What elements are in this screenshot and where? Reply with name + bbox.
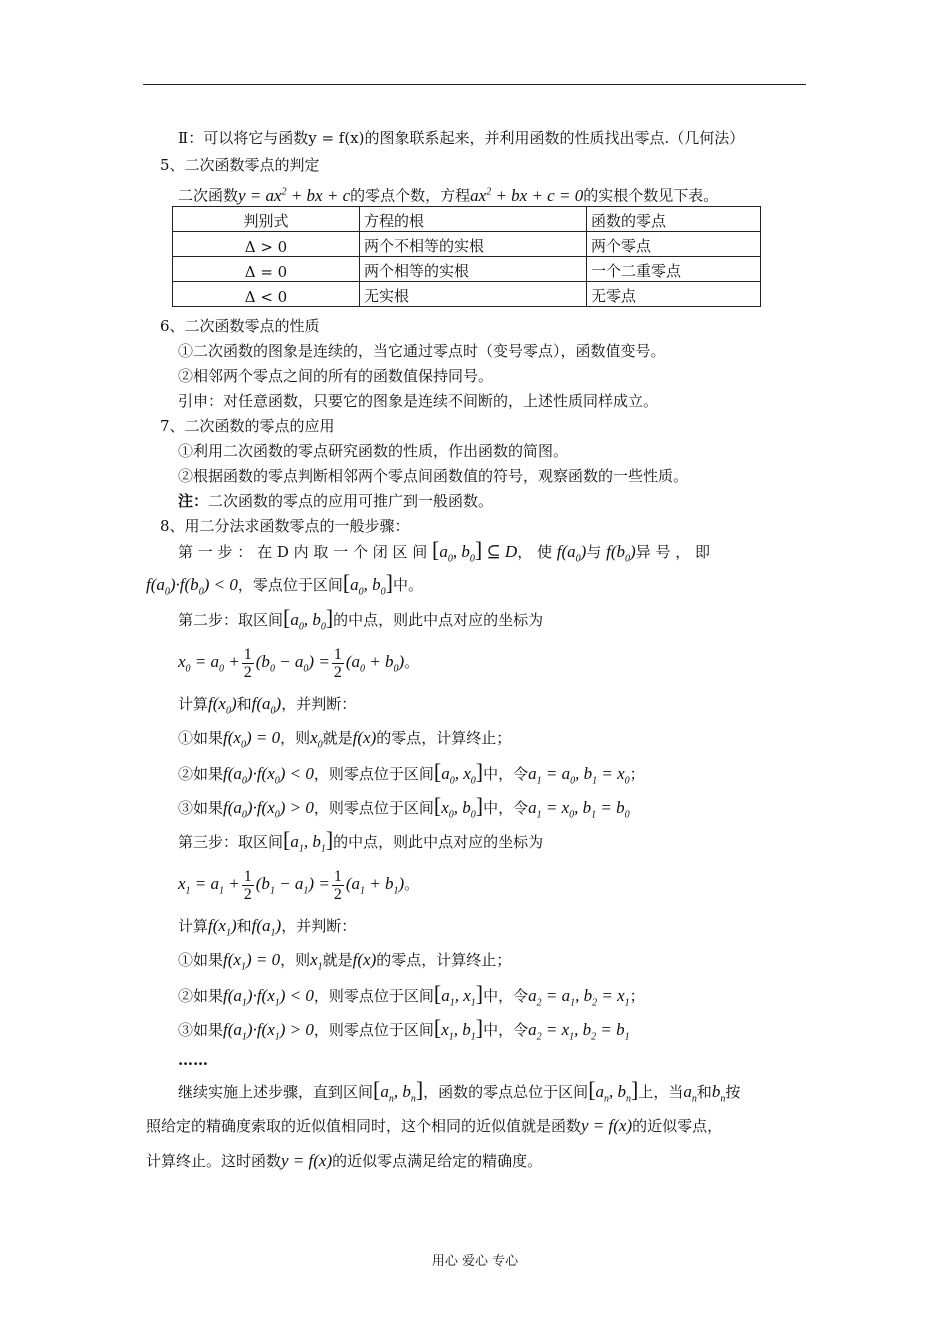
section-6-heading: 6、二次函数零点的性质 [160,317,320,335]
case2-line-1: ②如果$f(a_1)\cdot f(x_1) < 0$，则零点位于区间[$a_1$, $x_1$]中，令$a_2 = a_1$, $b_2 = x_1$； [178,981,645,1009]
quadratic-function-formula: $y = ax^2$ + bx + c [238,185,351,205]
ellipsis: …… [178,1051,208,1069]
section-7-p1: ①利用二次函数的零点研究函数的性质，作出函数的简图。 [178,442,569,460]
calc-line-1: 计算$f(x_1)$和$f(a_1)$，并判断： [178,916,357,939]
table-cell: Δ < 0 [173,282,360,307]
step1-line2: $f(a_0)\cdot f(b_0) < 0$，零点位于区间[$a_0$, $b_0$]中。 [146,570,424,598]
midpoint-formula-1: $x_1 = a_1$ + $\frac{1}{2}$ $(b_1 - a_1)$ = $\frac{1}{2}$ $(a_1 + b_1)$。 [178,867,420,903]
section-7-heading: 7、二次函数的零点的应用 [160,417,335,435]
continue-line3: 计算终止。这时函数y = f(x)的近似零点满足给定的精确度。 [146,1151,543,1170]
continue-line2: 照给定的精确度索取的近似值相同时，这个相同的近似值就是函数y = f(x)的近似零点， [146,1116,723,1135]
midpoint-formula-0: $x_0 = a_0$ + $\frac{1}{2}$ $(b_0 - a_0)$ = $\frac{1}{2}$ $(a_0 + b_0)$。 [178,645,420,681]
section-5-heading: 5、二次函数零点的判定 [160,156,320,174]
section-6-p1: ①二次函数的图象是连续的，当它通过零点时（变号零点），函数值变号。 [178,342,666,360]
section-7-p2: ②根据函数的零点判断相邻两个零点间函数值的符号，观察函数的一些性质。 [178,467,689,485]
table-header-row [173,207,761,232]
case2-line-0: ②如果$f(a_0)\cdot f(x_0) < 0$，则零点位于区间[$a_0$, $x_0$]中，令$a_1 = a_0$, $b_1 = x_0$； [178,759,645,787]
table-header: 函数的零点 [587,207,761,232]
quadratic-equation-formula: $ax^2$ + bx + c = 0 [470,185,584,205]
interval-formula: [$a_0$, $b_0$] ⊆ D [432,537,518,565]
discriminant-table [172,206,761,307]
table-row [173,257,761,282]
table-row [173,282,761,307]
table-header: 方程的根 [360,207,587,232]
section-6-p2: ②相邻两个零点之间的所有的函数值保持同号。 [178,367,494,385]
calc-line-0: 计算$f(x_0)$和$f(a_0)$，并判断： [178,694,357,717]
table-cell: 两个相等的实根 [360,257,587,282]
page-footer: 用心 爱心 专心 [431,1254,519,1269]
case1-line-0: ①如果$f(x_0) = 0$，则$x_0$就是f(x)的零点，计算终止； [178,728,512,751]
case1-line-1: ①如果$f(x_1) = 0$，则$x_1$就是f(x)的零点，计算终止； [178,950,512,973]
section-7-note: 注：二次函数的零点的应用可推广到一般函数。 [178,492,494,510]
case3-line-0: ③如果$f(a_0)\cdot f(x_0) > 0$，则零点位于区间[$x_0$, $b_0$]中，令$a_1 = x_0$, $b_1 = b_0$ [178,793,630,821]
step1-line1: 第 一 步 ： 在 D 内 取 一 个 闭 区 间 [$a_0$, $b_0$] ⊆ D， 使 $f(a_0)$与 $f(b_0)$异 号 ， 即 [178,537,711,565]
table-cell: 两个零点 [587,232,761,257]
table-cell: 无零点 [587,282,761,307]
sign-condition-formula: $f(a_0)\cdot f(b_0) < 0$ [146,575,238,598]
table-cell: Δ = 0 [173,257,360,282]
header-rule [143,84,806,85]
intro-line: Ⅱ：可以将它与函数y = f(x)的图象联系起来，并利用函数的性质找出零点.（几何法） [178,129,745,147]
table-row [173,232,761,257]
table-cell: 两个不相等的实根 [360,232,587,257]
section-5-lead: 二次函数$y = ax^2$ + bx + c的零点个数，方程$ax^2$ + bx + c = 0的实根个数见下表。 [178,185,719,205]
table-header: 判别式 [173,207,360,232]
table-cell: 无实根 [360,282,587,307]
step2-line: 第二步：取区间[$a_0$, $b_0$]的中点，则此中点对应的坐标为 [178,605,544,633]
table-cell: 一个二重零点 [587,257,761,282]
continue-line1: 继续实施上述步骤，直到区间[$a_n$, $b_n$]，函数的零点总位于区间[$a_n$, $b_n$]上，当$a_n$和$b_n$按 [178,1077,741,1105]
table-cell: Δ > 0 [173,232,360,257]
section-6-p3: 引申：对任意函数，只要它的图象是连续不间断的，上述性质同样成立。 [178,392,659,410]
section-8-heading: 8、用二分法求函数零点的一般步骤： [160,517,410,535]
step3-line: 第三步：取区间[$a_1$, $b_1$]的中点，则此中点对应的坐标为 [178,827,544,855]
case3-line-1: ③如果$f(a_1)\cdot f(x_1) > 0$，则零点位于区间[$x_1$, $b_1$]中，令$a_2 = x_1$, $b_2 = b_1$ [178,1015,630,1043]
